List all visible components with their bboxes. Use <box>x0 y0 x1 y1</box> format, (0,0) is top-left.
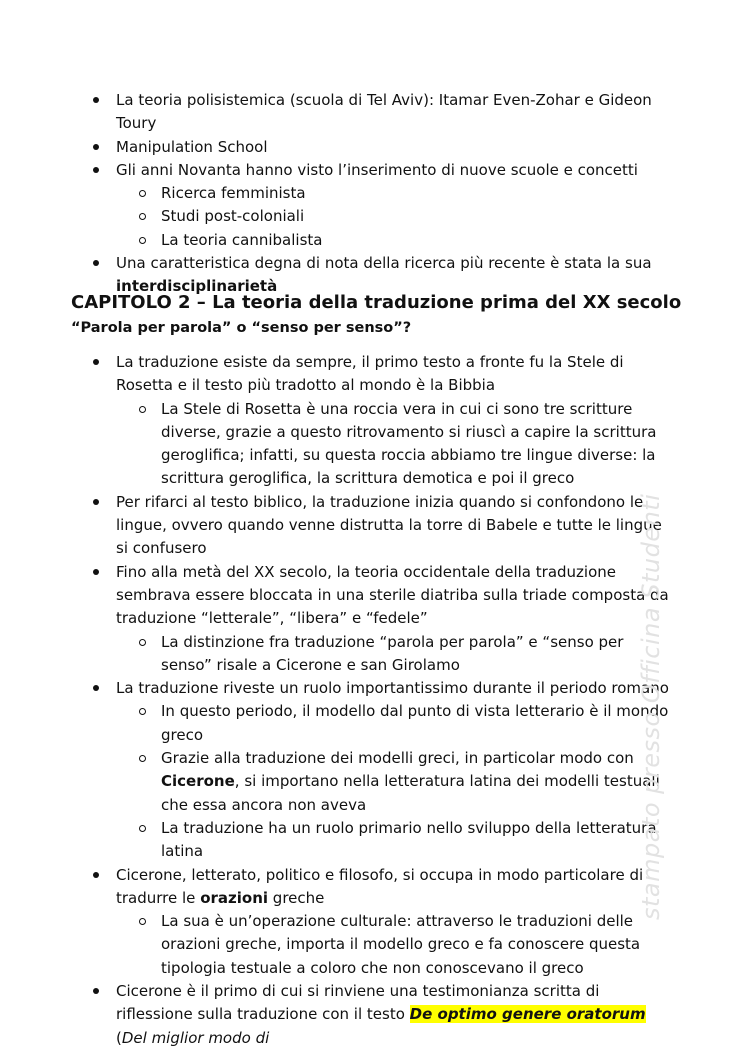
list-item <box>0 491 674 561</box>
list-item-text: La traduzione esiste da sempre, il primo testo a fronte fu la Stele di Rosetta e il testo più tradotto al mondo è la Bibbia <box>116 353 624 395</box>
list-item-text: Manipulation School <box>116 137 268 156</box>
list-item <box>0 89 674 136</box>
list-item-text: Fino alla metà del XX secolo, la teoria occidentale della traduzione sembrava essere bloccata in una sterile diatriba sulla triade composta da traduzione “letterale”, “libera” e “fedele” <box>116 562 669 628</box>
watermark: stampato presso Officina Studenti <box>637 493 665 920</box>
intro-bullet-list <box>0 89 674 299</box>
sub-list-item-text: Ricerca femminista <box>161 184 306 203</box>
list-item <box>0 561 674 631</box>
sub-list-item <box>0 205 673 228</box>
list-item-text: Per rifarci al testo biblico, la traduzione inizia quando si confondono le lingue, ovvero quando venne distrutta la torre di Babele e tutte le lingue si confusero <box>116 492 662 558</box>
sub-list-item-text: Studi post-coloniali <box>161 207 305 226</box>
chapter-title: CAPITOLO 2 – La teoria della traduzione prima del XX secolo <box>71 292 682 313</box>
sub-list-item-text: La traduzione ha un ruolo primario nello sviluppo della letteratura latina <box>161 818 657 861</box>
list-item-text: Una caratteristica degna di nota della ricerca più recente è stata la sua <box>116 254 652 273</box>
list-item <box>0 159 674 182</box>
sub-list-item-text: La sua è un’operazione culturale: attraverso le traduzioni delle orazioni greche, importa il modello greco e fa conoscere questa tipologia testuale a coloro che non conoscevano il greco <box>161 912 641 977</box>
sub-list-item <box>0 747 673 817</box>
list-item-text: La teoria polisistemica (scuola di Tel Aviv): Itamar Even-Zohar e Gideon Toury <box>116 91 652 133</box>
list-item-text: greche <box>272 888 325 907</box>
sub-list-item-text: La distinzione fra traduzione “parola per parola” e “senso per senso” risale a Cicerone e san Girolamo <box>161 632 624 674</box>
list-item <box>0 677 674 700</box>
sub-list-item-text: La Stele di Rosetta è una roccia vera in cui ci sono tre scritture diverse, grazie a questo ritrovamento si riuscì a capire la scrittura geroglifica; infatti, su questa roccia abbiamo tre lingue diverse: la scrittura geroglifica, la scrittura demotica e poi il greco <box>161 399 657 488</box>
sub-list-item <box>0 229 673 252</box>
sub-list-item <box>0 817 673 864</box>
sub-list-item-text: La teoria cannibalista <box>161 230 323 249</box>
list-item-text: La traduzione riveste un ruolo importantissimo durante il periodo romano <box>116 679 669 698</box>
italic-text: Del miglior modo di <box>121 1028 270 1047</box>
list-item-text: Cicerone, letterato, politico e filosofo, si occupa in modo particolare di tradurre le <box>116 865 644 907</box>
bold-term: interdisciplinarietà <box>116 277 278 296</box>
list-item-text: Gli anni Novanta hanno visto l’inserimento di nuove scuole e concetti <box>116 160 638 179</box>
list-item <box>0 136 674 159</box>
sub-list-item-text: Grazie alla traduzione dei modelli greci, in particolar modo con <box>161 749 634 768</box>
list-item <box>0 980 674 1050</box>
sub-list-item <box>0 631 673 678</box>
bold-term: orazioni <box>200 888 269 907</box>
chapter-subtitle: “Parola per parola” o “senso per senso”? <box>71 320 412 336</box>
sub-list-item <box>0 398 673 491</box>
list-item <box>0 351 674 398</box>
sub-list-item <box>0 910 673 980</box>
bold-term: Cicerone <box>161 772 235 791</box>
list-item <box>0 864 674 911</box>
list-item-text: Cicerone è il primo di cui si rinviene una testimonianza scritta di riflessione sulla traduzione con il testo <box>116 982 600 1024</box>
list-item-text: ( <box>116 1028 122 1047</box>
chapter-bullet-list <box>0 351 674 1050</box>
sub-list-item <box>0 700 673 747</box>
highlighted-title: De optimo genere oratorum <box>409 1005 646 1024</box>
sub-list-item-text: In questo periodo, il modello dal punto di vista letterario è il mondo greco <box>161 702 669 744</box>
sub-list-item <box>0 182 673 205</box>
sub-list-item-text: , si importano nella letteratura latina dei modelli testuali che essa ancora non aveva <box>161 772 660 814</box>
